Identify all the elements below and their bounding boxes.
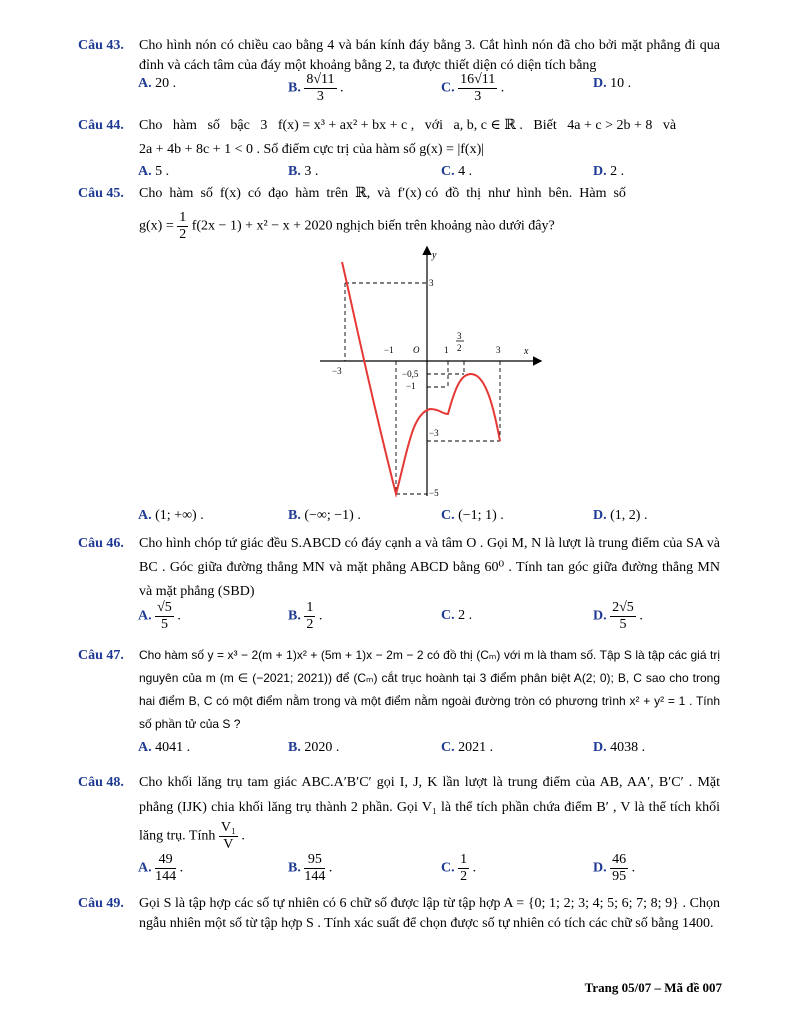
tick-origin: O xyxy=(413,345,420,355)
tick-x-3-2-den: 2 xyxy=(457,343,462,353)
question-44 xyxy=(78,116,720,160)
tick-x-m1: −1 xyxy=(384,345,394,355)
fraction: $\frac{46}{95}$ xyxy=(612,852,627,884)
axis-x-label: x xyxy=(524,346,529,357)
fraction: $\frac{95}{144}$ xyxy=(304,852,326,884)
question-text: Cho hàm số y = x³ − 2(m + 1)x² + (5m + 1)x − 2m − 2 có đồ thị (Cₘ) với m là tham số. Tập S là tập các giá trị nguyên của m (m ∈ (−2021; 2021)) để (Cₘ) cắt trục hoành tại 3 điểm phân biệt A(2; 0); B, C sao cho trong hai điểm B, C có một điểm nằm trong và một điểm nằm ngoài đường tròn có phương trình x² + y² = 1 . Tính số phần tử của S ? xyxy=(139,648,720,731)
option-a[interactable]: A. 5 . xyxy=(138,164,170,179)
fraction: $\frac{√5}{5}$ xyxy=(157,600,172,632)
option-b[interactable]: B. 3 . xyxy=(288,164,319,179)
question-45 xyxy=(78,184,720,243)
question-48 xyxy=(78,770,720,853)
option-a[interactable]: A. $\frac{√5}{5}$ . xyxy=(138,600,181,632)
question-number: Câu 43. xyxy=(78,38,124,53)
option-b[interactable]: B. (−∞; −1) . xyxy=(288,508,361,523)
option-a[interactable]: A. $\frac{49}{144}$ . xyxy=(138,852,184,884)
question-text: Gọi S là tập hợp các số tự nhiên có 6 chữ số được lập từ tập hợp A = {0; 1; 2; 3; 4; 5; 6; 7; 8; 9} . Chọn ngẫu nhiên một số từ tập hợp S . Tính xác suất để chọn được số tự nhiên có tích các chữ số bằng 1400. xyxy=(139,896,720,931)
option-a[interactable]: A. (1; +∞) . xyxy=(138,508,204,523)
fraction: $\frac{1}{2}$ xyxy=(179,210,187,242)
question-number: Câu 47. xyxy=(78,648,124,663)
fraction: $\frac{49}{144}$ xyxy=(155,852,177,884)
page-footer: Trang 05/07 – Mã đề 007 xyxy=(584,980,722,995)
option-b[interactable]: B. 2020 . xyxy=(288,740,340,755)
question-43 xyxy=(78,36,720,76)
axis-y-label: y xyxy=(432,250,437,261)
question-text: Cho khối lăng trụ tam giác ABC.A′B′C′ gọi I, J, K lần lượt là trung điểm của AB, AA′, B′C′ . Mặt phẳng (IJK) chia khối lăng trụ thành 2 phần. Gọi V₁ là thể tích phần chứa điểm B′ , V là thể tích khối lăng trụ. Tính $\frac{\text{V₁}}{V}$ . xyxy=(139,775,720,852)
option-d[interactable]: D. $\frac{2√5}{5}$ . xyxy=(593,600,643,632)
option-d[interactable]: D. 4038 . xyxy=(593,740,646,755)
fraction: $\frac{8√11}{3}$ xyxy=(306,72,335,104)
option-d[interactable]: D. 2 . xyxy=(593,164,625,179)
fraction: $\frac{\text{V₁}}{V}$ xyxy=(220,820,236,852)
tick-x-3: 3 xyxy=(496,345,501,355)
question-number: Câu 44. xyxy=(78,118,124,133)
tick-y-m05: −0,5 xyxy=(402,369,419,379)
guide-lines xyxy=(345,283,500,494)
question-text: Cho hàm số f(x) có đạo hàm trên ℝ, và f′(x) có đồ thị như hình bên. Hàm số g(x) = $\frac{1}{2}$ f(2x − 1) + x² − x + 2020 nghịch biến trên khoảng nào dưới đây? xyxy=(139,186,626,242)
question-number: Câu 48. xyxy=(78,775,124,790)
question-46 xyxy=(78,532,720,604)
question-47 xyxy=(78,644,720,736)
question-49 xyxy=(78,894,720,934)
option-c[interactable]: C. (−1; 1) . xyxy=(441,508,504,523)
option-b[interactable]: B. $\frac{95}{144}$ . xyxy=(288,852,333,884)
tick-y-m1: −1 xyxy=(406,381,416,391)
fraction: $\frac{1}{2}$ xyxy=(306,600,314,632)
option-c[interactable]: C. $\frac{16√11}{3}$ . xyxy=(441,72,505,104)
option-d[interactable]: D. $\frac{46}{95}$ . xyxy=(593,852,636,884)
question-number: Câu 46. xyxy=(78,536,124,551)
option-a[interactable]: A. 20 . xyxy=(138,76,177,91)
tick-x-1: 1 xyxy=(444,345,449,355)
tick-labels xyxy=(332,278,501,498)
tick-y-3: 3 xyxy=(429,278,434,288)
tick-x-m3: −3 xyxy=(332,366,342,376)
fraction: $\frac{2√5}{5}$ xyxy=(612,600,634,632)
option-d[interactable]: D. 10 . xyxy=(593,76,632,91)
option-a[interactable]: A. 4041 . xyxy=(138,740,191,755)
question-number: Câu 45. xyxy=(78,186,124,201)
question-text: Cho hình chóp tứ giác đều S.ABCD có đáy cạnh a và tâm O . Gọi M, N là lượt là trung điểm của SA và BC . Góc giữa đường thẳng MN và mặt phẳng ABCD bằng 60⁰ . Tính tan góc giữa đường thẳng MN và mặt phẳng (SBD) xyxy=(139,536,720,599)
option-b[interactable]: B. $\frac{1}{2}$ . xyxy=(288,600,323,632)
option-c[interactable]: C. 4 . xyxy=(441,164,473,179)
derivative-graph xyxy=(318,244,548,502)
tick-y-m3: −3 xyxy=(429,428,439,438)
option-c[interactable]: C. 2021 . xyxy=(441,740,494,755)
option-b[interactable]: B. $\frac{8√11}{3}$ . xyxy=(288,72,344,104)
question-text: Cho hình nón có chiều cao bằng 4 và bán kính đáy bằng 3. Cắt hình nón đã cho bởi mặt phẳng đi qua đỉnh và cách tâm của đáy một khoảng bằng 2, ta được thiết diện có diện tích bằng xyxy=(139,38,720,73)
tick-x-3-2-num: 3 xyxy=(457,331,462,341)
option-c[interactable]: C. 2 . xyxy=(441,608,473,623)
fraction: $\frac{16√11}{3}$ xyxy=(460,72,496,104)
question-number: Câu 49. xyxy=(78,896,124,911)
option-c[interactable]: C. $\frac{1}{2}$ . xyxy=(441,852,477,884)
derivative-curve xyxy=(342,262,500,494)
fraction: $\frac{1}{2}$ xyxy=(460,852,468,884)
tick-y-m5: −5 xyxy=(429,488,439,498)
option-d[interactable]: D. (1, 2) . xyxy=(593,508,648,523)
question-text: Cho hàm số bậc 3 f(x) = x³ + ax² + bx + c , với a, b, c ∈ ℝ . Biết 4a + c > 2b + 8 và 2a + 4b + 8c + 1 < 0 . Số điểm cực trị của hàm số g(x) = |f(x)| xyxy=(139,118,677,157)
